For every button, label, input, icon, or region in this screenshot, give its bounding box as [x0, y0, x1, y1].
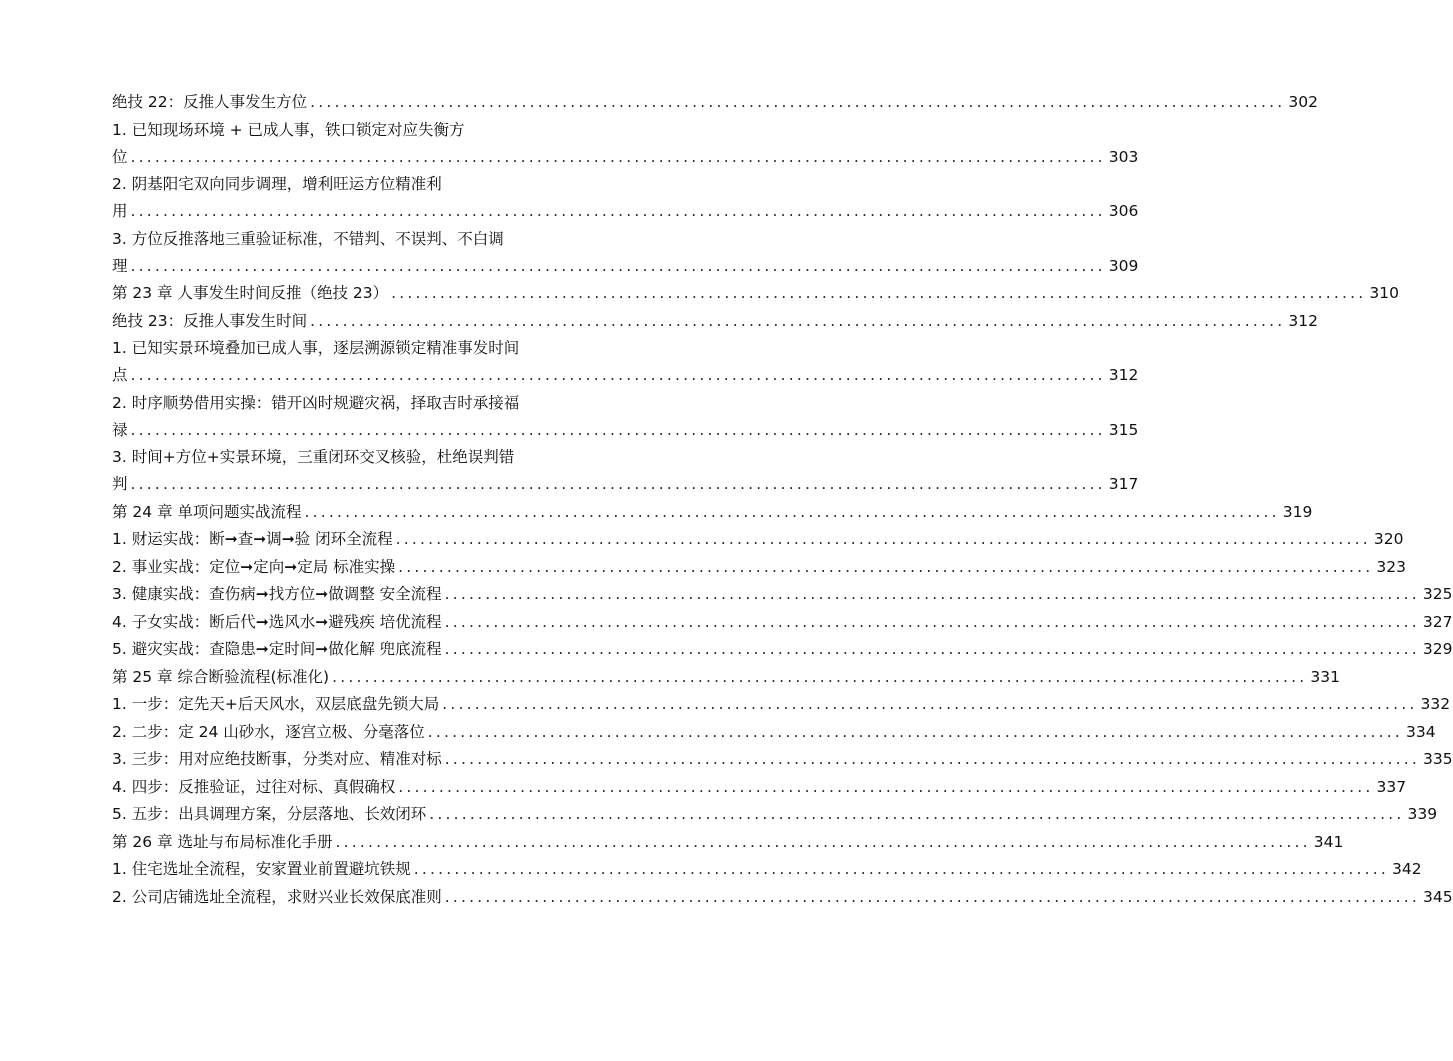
toc-entry-title: 第 24 章 单项问题实战流程 [112, 502, 302, 521]
toc-entry-title: 3. 时间+方位+实景环境，三重闭环交叉核验，杜绝误判错 [112, 448, 515, 466]
toc-entry-title: 判 [112, 475, 128, 493]
toc-entry-line-last [112, 417, 1139, 444]
table-of-contents [112, 89, 1453, 911]
toc-entry[interactable] [112, 746, 1453, 773]
toc-page-number: 337 [1376, 777, 1407, 796]
toc-entry[interactable] [112, 308, 1318, 335]
toc-page-number: 334 [1406, 722, 1436, 741]
toc-page-number: 319 [1282, 502, 1313, 521]
toc-entry[interactable] [112, 609, 1453, 636]
dot-leader: ........................................................................................................................ [130, 256, 1106, 275]
toc-page-number: 320 [1373, 530, 1404, 548]
toc-page-number: 327 [1422, 612, 1453, 631]
toc-entry[interactable] [112, 499, 1313, 526]
toc-entry-line-last [112, 719, 1436, 746]
dot-leader: ........................................................................................................................ [444, 585, 1420, 603]
dot-leader: ........................................................................................................................ [335, 832, 1311, 851]
toc-entry-title: 第 26 章 选址与布局标准化手册 [112, 832, 333, 851]
dot-leader: ........................................................................................................................ [130, 366, 1106, 384]
toc-entry-line [112, 117, 633, 144]
toc-entry[interactable] [112, 719, 1436, 746]
toc-entry-line-last [112, 89, 1318, 116]
dot-leader: ........................................................................................................................ [444, 612, 1420, 631]
toc-entry-line-last [112, 308, 1318, 335]
toc-entry[interactable] [112, 691, 1451, 718]
toc-entry-title: 用 [112, 202, 128, 220]
toc-page-number: 332 [1420, 695, 1451, 713]
toc-entry-line-last [112, 884, 1453, 911]
toc-entry[interactable] [112, 226, 1139, 280]
dot-leader: ........................................................................................................................ [130, 420, 1106, 439]
toc-page-number: 339 [1407, 805, 1438, 823]
toc-entry-title: 禄 [112, 420, 128, 439]
dot-leader: ........................................................................................................................ [130, 202, 1106, 220]
toc-page-number: 325 [1422, 585, 1453, 603]
toc-entry[interactable] [112, 884, 1453, 911]
toc-entry[interactable] [112, 774, 1407, 801]
dot-leader: ........................................................................................................................ [413, 860, 1389, 878]
toc-entry[interactable] [112, 636, 1453, 663]
toc-page-number: 342 [1391, 860, 1422, 878]
dot-leader: ........................................................................................................................ [310, 93, 1286, 111]
toc-entry-line-last [112, 362, 1139, 389]
toc-page-number: 315 [1108, 420, 1139, 439]
toc-entry-title: 第 25 章 综合断验流程(标准化) [112, 667, 330, 686]
toc-page-number: 303 [1108, 147, 1139, 166]
toc-entry-line-last [112, 664, 1340, 691]
toc-entry-title: 2. 二步：定 24 山砂水，逐宫立极、分毫落位 [112, 722, 425, 741]
toc-entry[interactable] [112, 89, 1318, 116]
toc-page-number: 309 [1108, 256, 1139, 275]
toc-entry-title: 2. 时序顺势借用实操：错开凶时规避灾祸，择取吉时承接福 [112, 393, 520, 412]
toc-entry-line [112, 335, 633, 362]
toc-entry-line-last [112, 144, 1139, 171]
dot-leader: ........................................................................................................................ [444, 640, 1420, 658]
toc-entry-line-last [112, 691, 1451, 718]
toc-entry[interactable] [112, 335, 1139, 389]
toc-entry[interactable] [112, 829, 1344, 856]
toc-page-number: 306 [1108, 202, 1139, 220]
toc-entry-title: 绝技 23：反推人事发生时间 [112, 311, 308, 330]
toc-entry[interactable] [112, 581, 1453, 608]
toc-page-number: 310 [1369, 284, 1399, 302]
toc-page-number: 317 [1108, 475, 1139, 493]
toc-page-number: 323 [1376, 557, 1406, 576]
toc-entry-title: 理 [112, 256, 128, 275]
toc-entry-title: 2. 公司店铺选址全流程，求财兴业长效保底准则 [112, 887, 442, 906]
toc-entry-line-last [112, 801, 1438, 828]
dot-leader: ........................................................................................................................ [310, 311, 1286, 330]
toc-entry[interactable] [112, 390, 1139, 444]
toc-entry[interactable] [112, 856, 1422, 883]
toc-page-number: 302 [1288, 93, 1318, 111]
toc-entry-title: 3. 三步：用对应绝技断事，分类对应、精准对标 [112, 750, 442, 768]
toc-entry-line [112, 226, 633, 253]
toc-entry-line-last [112, 581, 1453, 608]
toc-entry-title: 3. 健康实战：查伤病➞找方位➞做调整 安全流程 [112, 585, 442, 603]
toc-entry-line-last [112, 636, 1453, 663]
dot-leader: ........................................................................................................................ [398, 777, 1374, 796]
toc-entry[interactable] [112, 171, 1139, 225]
toc-entry-title: 1. 一步：定先天+后天风水，双层底盘先锁大局 [112, 695, 440, 713]
toc-entry-line-last [112, 253, 1139, 280]
toc-page-number: 341 [1313, 832, 1344, 851]
dot-leader: ........................................................................................................................ [391, 284, 1367, 302]
toc-entry-title: 4. 四步：反推验证，过往对标、真假确权 [112, 777, 396, 796]
toc-page-number: 312 [1108, 366, 1139, 384]
toc-page-number: 312 [1288, 311, 1318, 330]
toc-entry[interactable] [112, 664, 1340, 691]
toc-entry[interactable] [112, 280, 1399, 307]
toc-entry-line-last [112, 198, 1139, 225]
toc-entry-title: 位 [112, 147, 128, 166]
toc-entry-line [112, 390, 633, 417]
toc-entry-title: 1. 已知实景环境叠加已成人事，逐层溯源锁定精准事发时间 [112, 339, 520, 357]
toc-page-number: 345 [1422, 887, 1453, 906]
toc-entry-line-last [112, 609, 1453, 636]
toc-entry-line-last [112, 774, 1407, 801]
dot-leader: ........................................................................................................................ [130, 147, 1106, 166]
toc-entry[interactable] [112, 801, 1438, 828]
toc-entry-line-last [112, 280, 1399, 307]
toc-page-number: 331 [1310, 667, 1340, 686]
toc-entry-line-last [112, 746, 1453, 773]
toc-entry[interactable] [112, 444, 1139, 498]
dot-leader: ........................................................................................................................ [332, 667, 1308, 686]
dot-leader: ........................................................................................................................ [130, 475, 1106, 493]
toc-entry-title: 1. 已知现场环境 + 已成人事，铁口锁定对应失衡方 [112, 120, 465, 139]
dot-leader: ........................................................................................................................ [427, 722, 1404, 741]
toc-entry-line [112, 444, 633, 471]
dot-leader: ........................................................................................................................ [442, 695, 1418, 713]
toc-entry-line-last [112, 554, 1406, 581]
toc-entry[interactable] [112, 526, 1404, 553]
dot-leader: ........................................................................................................................ [444, 750, 1420, 768]
toc-entry-line-last [112, 526, 1404, 553]
toc-entry-title: 1. 财运实战：断➞查➞调➞验 闭环全流程 [112, 530, 393, 548]
toc-entry[interactable] [112, 117, 1139, 171]
dot-leader: ........................................................................................................................ [304, 502, 1280, 521]
toc-entry-title: 绝技 22：反推人事发生方位 [112, 93, 308, 111]
toc-entry-title: 5. 避灾实战：查隐患➞定时间➞做化解 兜底流程 [112, 640, 442, 658]
toc-entry-title: 1. 住宅选址全流程，安家置业前置避坑铁规 [112, 860, 411, 878]
toc-entry-line-last [112, 829, 1344, 856]
toc-page-number: 329 [1422, 640, 1453, 658]
toc-entry[interactable] [112, 554, 1406, 581]
toc-entry-title: 2. 事业实战：定位➞定向➞定局 标准实操 [112, 557, 396, 576]
toc-entry-line-last [112, 471, 1139, 498]
toc-entry-title: 4. 子女实战：断后代➞选风水➞避残疾 培优流程 [112, 612, 442, 631]
toc-entry-line [112, 171, 633, 198]
toc-entry-title: 2. 阴基阳宅双向同步调理，增利旺运方位精准利 [112, 175, 442, 193]
dot-leader: ........................................................................................................................ [395, 530, 1371, 548]
toc-entry-title: 第 23 章 人事发生时间反推（绝技 23） [112, 284, 389, 302]
toc-entry-title: 5. 五步：出具调理方案，分层落地、长效闭环 [112, 805, 427, 823]
dot-leader: ........................................................................................................................ [444, 887, 1420, 906]
dot-leader: ........................................................................................................................ [398, 557, 1374, 576]
toc-entry-line-last [112, 499, 1313, 526]
toc-entry-line-last [112, 856, 1422, 883]
toc-page-number: 335 [1422, 750, 1453, 768]
toc-entry-title: 点 [112, 366, 128, 384]
dot-leader: ........................................................................................................................ [429, 805, 1405, 823]
toc-entry-title: 3. 方位反推落地三重验证标准，不错判、不误判、不白调 [112, 229, 504, 248]
